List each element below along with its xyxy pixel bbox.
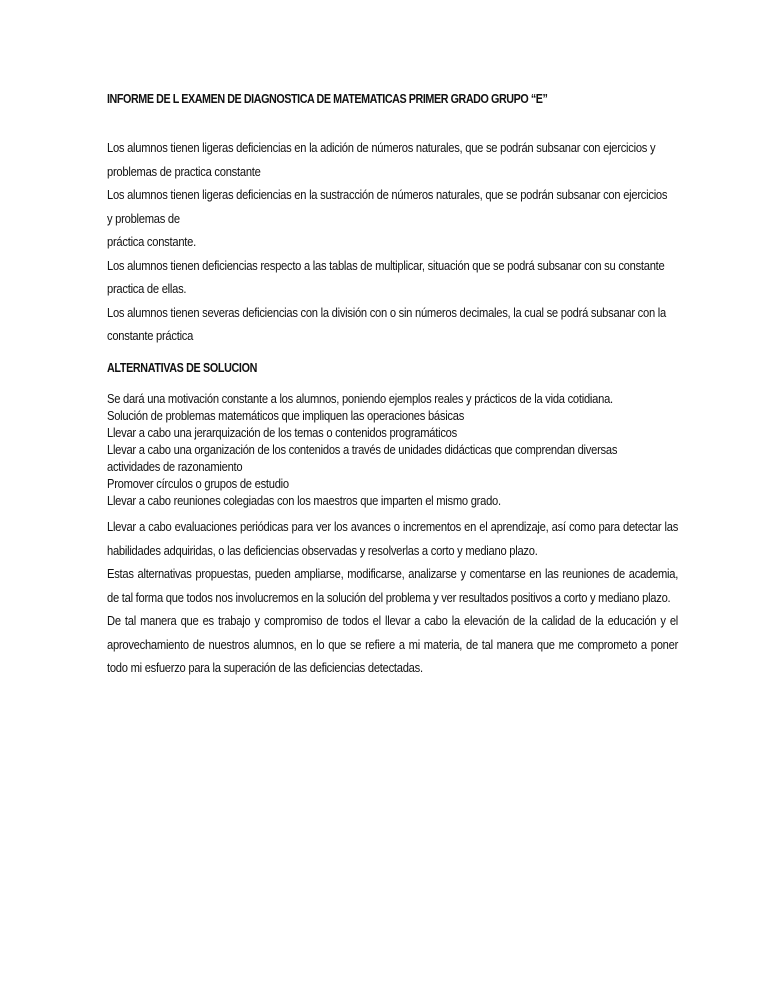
document-title: INFORME DE L EXAMEN DE DIAGNOSTICA DE MATEMATICAS PRIMER GRADO GRUPO “E”: [107, 92, 548, 106]
alternative-item: Llevar a cabo una jerarquización de los temas o contenidos programáticos: [107, 425, 457, 440]
finding-line: Los alumnos tienen deficiencias respecto a las tablas de multiplicar, situación que se podrá subsanar con su constante: [107, 257, 665, 273]
closing-paragraph: Llevar a cabo evaluaciones periódicas para ver los avances o incrementos en el aprendizaje, así como para detectar las habilidades adquiridas, o las deficiencias observadas y resolverlas a corto y mediano plazo.: [107, 519, 679, 558]
alternative-item: actividades de razonamiento: [107, 459, 243, 474]
finding-line: practica de ellas.: [107, 281, 187, 296]
alternatives-list: [107, 390, 683, 509]
finding-line: Los alumnos tienen ligeras deficiencias en la sustracción de números naturales, que se podrán subsanar con ejercicios: [107, 187, 668, 202]
closing-paragraph: De tal manera que es trabajo y compromiso de todos el llevar a cabo la elevación de la calidad de la educación y el aprovechamiento de nuestros alumnos, en lo que se refiere a mi materia, de tal manera que me comprometo a poner todo mi esfuerzo para la superación de las deficiencias detectadas.: [107, 613, 679, 675]
alternative-item: Llevar a cabo reuniones colegiadas con los maestros que imparten el mismo grado.: [107, 493, 501, 508]
alternative-item: Se dará una motivación constante a los alumnos, poniendo ejemplos reales y prácticos de la vida cotidiana.: [107, 391, 613, 406]
alternative-item: Promover círculos o grupos de estudio: [107, 476, 289, 491]
finding-line: y problemas de: [107, 210, 180, 226]
finding-line: constante práctica: [107, 328, 194, 343]
finding-line: Los alumnos tienen severas deficiencias con la división con o sin números decimales, la cual se podrá subsanar con la: [107, 304, 666, 320]
finding-line: problemas de practica constante: [107, 163, 261, 179]
alternatives-heading: ALTERNATIVAS DE SOLUCION: [107, 361, 258, 375]
closing-paragraph: Estas alternativas propuestas, pueden ampliarse, modificarse, analizarse y comentarse en las reuniones de academia, de tal forma que todos nos involucremos en la solución del problema y ver resultados positivos a corto y mediano plazo.: [107, 566, 679, 605]
findings-section: [107, 136, 683, 348]
alternative-item: Llevar a cabo una organización de los contenidos a través de unidades didácticas que comprendan diversas: [107, 442, 618, 457]
finding-line: práctica constante.: [107, 234, 196, 249]
alternative-item: Solución de problemas matemáticos que impliquen las operaciones básicas: [107, 408, 465, 423]
finding-line: Los alumnos tienen ligeras deficiencias en la adición de números naturales, que se podrán subsanar con ejercicios y: [107, 140, 656, 155]
closing-section: [107, 515, 678, 680]
